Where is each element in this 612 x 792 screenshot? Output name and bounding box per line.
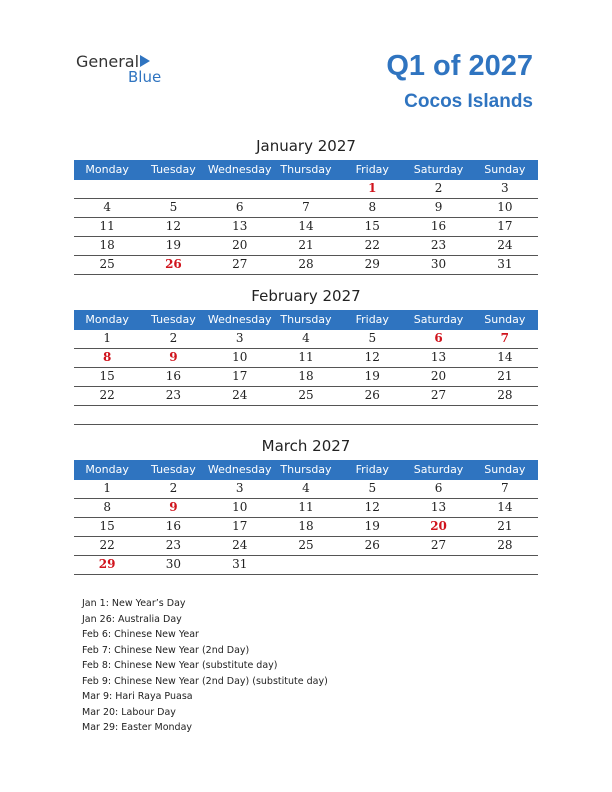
country-name: Cocos Islands	[404, 91, 533, 112]
day-cell: 27	[232, 257, 248, 271]
day-cell: 28	[497, 538, 513, 552]
day-cell: 28	[298, 257, 314, 271]
weekday-label: Friday	[355, 163, 389, 176]
day-cell: 8	[103, 500, 111, 514]
day-cell: 13	[232, 219, 248, 233]
day-cell: 23	[165, 538, 182, 552]
weekday-label: Tuesday	[151, 163, 196, 176]
holiday-item: Mar 29: Easter Monday	[82, 722, 193, 733]
day-cell: 8	[368, 200, 377, 214]
day-cell: 14	[298, 219, 314, 233]
day-cell: 20	[430, 369, 447, 383]
day-cell: 18	[298, 519, 314, 533]
week-row	[74, 330, 538, 349]
week-row	[74, 256, 538, 275]
day-cell: 12	[364, 500, 380, 514]
day-cell: 23	[430, 238, 447, 252]
day-cell: 12	[364, 350, 380, 364]
day-cell: 21	[497, 519, 513, 533]
day-cell: 5	[368, 331, 377, 345]
logo-blue-text: Blue	[128, 68, 162, 86]
day-cell: 25	[298, 388, 314, 402]
weekday-header	[74, 310, 538, 330]
holiday-item: Jan 26: Australia Day	[82, 613, 182, 625]
day-cell: 6	[434, 481, 443, 495]
weekday-label: Friday	[355, 313, 389, 326]
holiday-item: Feb 7: Chinese New Year (2nd Day)	[82, 644, 250, 656]
page-title: Q1 of 2027	[386, 50, 533, 82]
day-cell: 15	[99, 369, 115, 383]
day-cell: 31	[497, 257, 513, 271]
weekday-label: Thursday	[280, 463, 332, 476]
weekday-label: Sunday	[484, 313, 526, 326]
weekday-header	[74, 460, 538, 480]
week-row	[74, 499, 538, 518]
weekday-label: Tuesday	[151, 313, 196, 326]
day-cell	[339, 406, 405, 424]
day-cell: 2	[434, 181, 443, 195]
day-cell: 26	[165, 257, 182, 271]
day-cell	[273, 180, 339, 198]
weekday-label: Thursday	[280, 313, 332, 326]
day-cell: 24	[497, 238, 513, 252]
day-cell: 14	[497, 350, 513, 364]
day-cell: 16	[165, 369, 182, 383]
day-cell: 7	[500, 331, 509, 345]
day-cell	[472, 406, 538, 424]
day-cell: 15	[364, 219, 380, 233]
weekday-label: Saturday	[413, 463, 464, 476]
day-cell: 10	[232, 350, 248, 364]
day-cell: 19	[165, 238, 182, 252]
holiday-item: Mar 20: Labour Day	[82, 706, 176, 718]
flag-icon	[140, 55, 150, 67]
day-cell: 2	[169, 481, 178, 495]
weekday-label: Sunday	[484, 163, 526, 176]
day-cell: 4	[302, 481, 310, 495]
weekday-label: Wednesday	[207, 463, 272, 476]
day-cell: 19	[364, 369, 380, 383]
holiday-item: Jan 1: New Year’s Day	[82, 598, 186, 609]
day-cell: 20	[232, 238, 248, 252]
week-row	[74, 368, 538, 387]
holiday-item: Feb 8: Chinese New Year (substitute day)	[82, 660, 278, 671]
month-block	[74, 286, 538, 425]
day-cell: 1	[103, 331, 111, 345]
week-row	[74, 518, 538, 537]
day-cell: 22	[99, 388, 115, 402]
holiday-item: Mar 9: Hari Raya Puasa	[82, 691, 193, 702]
day-cell	[74, 180, 140, 198]
day-cell	[140, 180, 206, 198]
day-cell: 3	[235, 331, 244, 345]
day-cell: 17	[232, 519, 248, 533]
holiday-item: Feb 6: Chinese New Year	[82, 629, 199, 640]
day-cell: 10	[497, 200, 513, 214]
day-cell: 27	[430, 388, 447, 402]
day-cell	[472, 556, 538, 574]
day-cell: 18	[99, 238, 115, 252]
weekday-header	[74, 160, 538, 180]
month-title: March 2027	[261, 437, 351, 455]
day-cell: 21	[298, 238, 314, 252]
week-row	[74, 199, 538, 218]
day-cell: 17	[497, 219, 513, 233]
day-cell: 22	[99, 538, 115, 552]
day-cell: 1	[368, 181, 377, 195]
day-cell: 16	[430, 219, 447, 233]
day-cell: 29	[98, 557, 116, 571]
day-cell: 9	[434, 200, 443, 214]
weekday-label: Saturday	[413, 313, 464, 326]
day-cell: 19	[364, 519, 380, 533]
weekday-label: Monday	[85, 313, 129, 326]
holiday-item: Feb 9: Chinese New Year (2nd Day) (substitute day)	[82, 675, 328, 687]
week-row	[74, 349, 538, 368]
day-cell: 11	[298, 350, 314, 364]
weekday-label: Monday	[85, 163, 129, 176]
weekday-label: Friday	[355, 463, 389, 476]
day-cell: 27	[430, 538, 447, 552]
day-cell: 3	[235, 481, 244, 495]
day-cell	[140, 406, 206, 424]
weekday-label: Monday	[85, 463, 129, 476]
week-row	[74, 218, 538, 237]
day-cell: 5	[169, 200, 178, 214]
day-cell: 30	[165, 557, 182, 571]
week-row	[74, 406, 538, 425]
day-cell	[273, 556, 339, 574]
day-cell: 29	[364, 257, 380, 271]
month-title: January 2027	[256, 137, 356, 155]
day-cell	[405, 406, 471, 424]
day-cell: 7	[302, 200, 310, 214]
logo-general-text: General	[76, 52, 140, 71]
day-cell: 4	[103, 200, 111, 214]
day-cell	[74, 406, 140, 424]
day-cell: 8	[102, 350, 112, 364]
day-cell: 12	[165, 219, 182, 233]
day-cell: 14	[497, 500, 513, 514]
day-cell: 13	[430, 350, 447, 364]
day-cell: 16	[165, 519, 182, 533]
day-cell: 3	[501, 181, 509, 195]
weekday-label: Tuesday	[151, 463, 196, 476]
week-row	[74, 537, 538, 556]
day-cell: 5	[368, 481, 377, 495]
day-cell: 15	[99, 519, 115, 533]
day-cell: 28	[497, 388, 513, 402]
weekday-label: Sunday	[484, 463, 526, 476]
week-row	[74, 237, 538, 256]
day-cell: 25	[99, 257, 115, 271]
day-cell: 18	[298, 369, 314, 383]
month-block	[74, 436, 538, 575]
day-cell: 23	[165, 388, 182, 402]
week-row	[74, 387, 538, 406]
day-cell: 20	[430, 519, 447, 533]
day-cell: 11	[298, 500, 314, 514]
day-cell: 22	[364, 238, 380, 252]
logo	[76, 52, 186, 88]
weekday-label: Saturday	[413, 163, 464, 176]
month-title: February 2027	[251, 287, 361, 305]
weekday-label: Wednesday	[207, 163, 272, 176]
day-cell: 30	[430, 257, 447, 271]
week-row	[74, 556, 538, 575]
day-cell	[207, 180, 273, 198]
day-cell: 25	[298, 538, 314, 552]
day-cell: 17	[232, 369, 248, 383]
day-cell: 6	[434, 331, 443, 345]
day-cell: 24	[232, 388, 248, 402]
day-cell	[339, 556, 405, 574]
day-cell: 13	[430, 500, 447, 514]
week-row	[74, 180, 538, 199]
day-cell: 10	[232, 500, 248, 514]
day-cell: 9	[169, 500, 178, 514]
day-cell: 31	[232, 557, 248, 571]
month-block	[74, 136, 538, 275]
weekday-label: Thursday	[280, 163, 332, 176]
day-cell: 4	[302, 331, 310, 345]
week-row	[74, 480, 538, 499]
day-cell: 2	[169, 331, 178, 345]
day-cell	[405, 556, 471, 574]
day-cell: 21	[497, 369, 513, 383]
day-cell: 26	[364, 388, 380, 402]
day-cell: 6	[235, 200, 244, 214]
day-cell	[207, 406, 273, 424]
day-cell: 9	[169, 350, 178, 364]
day-cell: 11	[99, 219, 115, 233]
day-cell: 7	[501, 481, 509, 495]
day-cell: 24	[232, 538, 248, 552]
day-cell: 26	[364, 538, 380, 552]
holiday-list	[82, 596, 328, 736]
day-cell	[273, 406, 339, 424]
weekday-label: Wednesday	[207, 313, 272, 326]
day-cell: 1	[103, 481, 111, 495]
